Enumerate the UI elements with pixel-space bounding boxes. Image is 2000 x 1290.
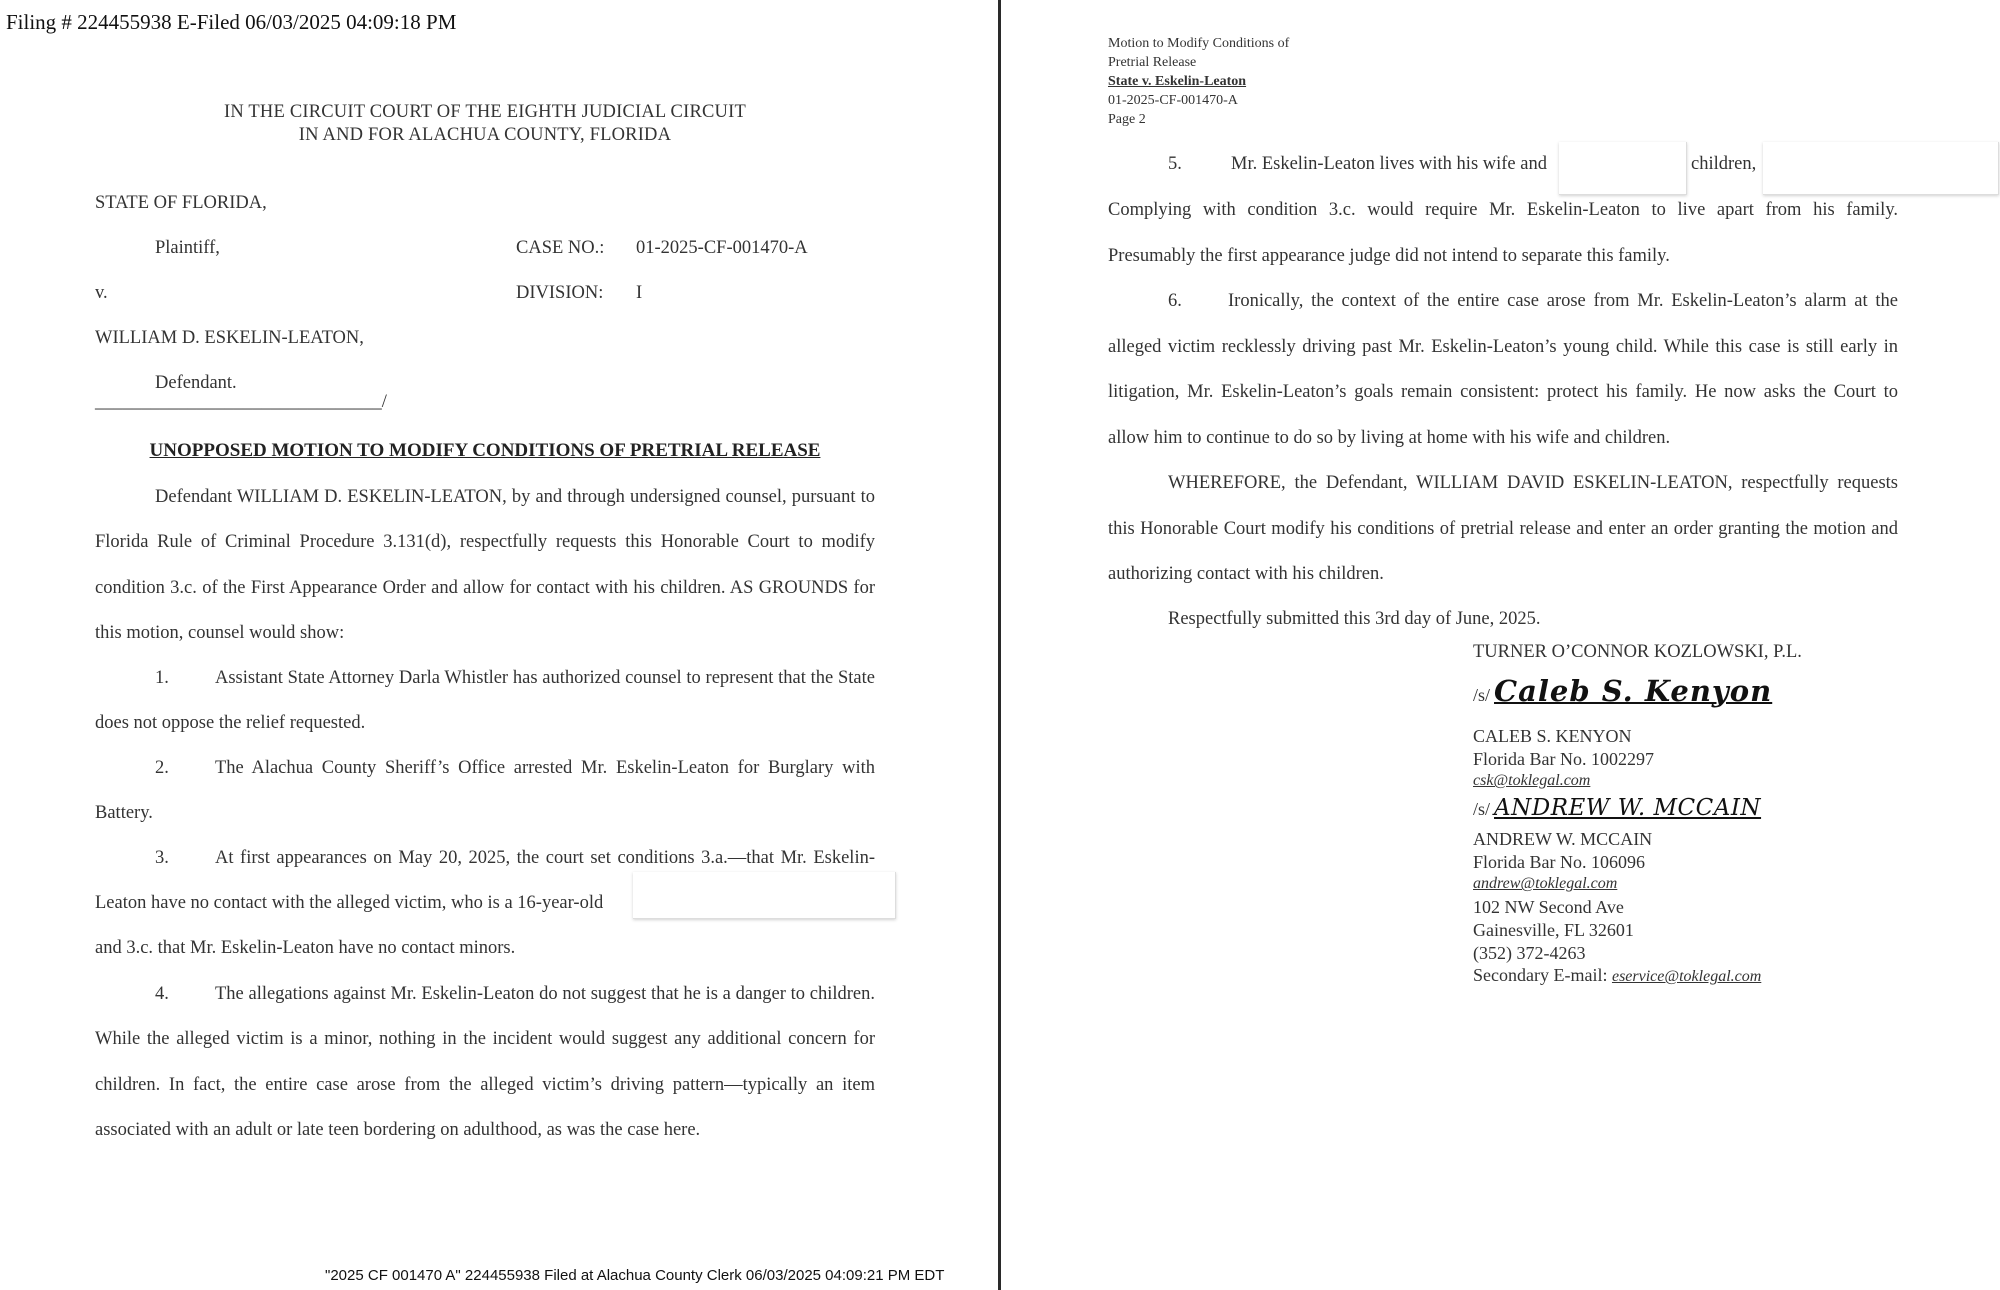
signature-block-1: CALEB S. KENYON Florida Bar No. 1002297 csk@toklegal.com (1473, 725, 1654, 793)
paragraph-2: 2. The Alachua County Sheriff’s Office arrested Mr. Eskelin-Leaton for Burglary with Battery. (95, 758, 875, 824)
plaintiff-role: Plaintiff, (155, 238, 220, 258)
paragraph-5: Complying with condition 3.c. would require Mr. Eskelin-Leaton to live apart from his family. Presumably the first appearance judge did not intend to separate this family. (1108, 200, 1898, 266)
law-firm: TURNER O’CONNOR KOZLOWSKI, P.L. (1473, 642, 1802, 662)
clerk-stamp: "2025 CF 001470 A" 224455938 Filed at Alachua County Clerk 06/03/2025 04:09:21 PM EDT (325, 1267, 945, 1284)
paragraph-3-continued: and 3.c. that Mr. Eskelin-Leaton have no contact minors. (95, 938, 516, 958)
signature-2: /s/ ANDREW W. MCCAIN (1473, 795, 1762, 821)
versus: v. (95, 283, 108, 303)
submitted-line: Respectfully submitted this 3rd day of June, 2025. (1168, 609, 1541, 629)
signature-block-2: ANDREW W. MCCAIN Florida Bar No. 106096 andrew@toklegal.com 102 NW Second Ave Gainesville, FL 32601 (352) 372-4263 Secondary E-mail: eservice@toklegal.com (1473, 829, 1762, 986)
case-no-label: CASE NO.: (516, 238, 605, 258)
secondary-email-link[interactable]: eservice@toklegal.com (1611, 968, 1762, 986)
division: I (636, 283, 643, 303)
email-link[interactable]: csk@toklegal.com (1473, 772, 1591, 790)
court-heading-line2: IN AND FOR ALACHUA COUNTY, FLORIDA (298, 125, 672, 145)
wherefore-paragraph: WHEREFORE, the Defendant, WILLIAM DAVID ESKELIN-LEATON, respectfully requests this Honorable Court modify his conditions of pretrial release and enter an order granting the motion and authorizing contact with his children. (1108, 473, 1898, 584)
signature-1: /s/ Caleb S. Kenyon (1473, 674, 1773, 708)
page-header: Motion to Modify Conditions of Pretrial Release State v. Eskelin-Leaton 01-2025-CF-001470-A Page 2 (1108, 36, 1290, 127)
redaction-box (633, 872, 896, 919)
paragraph-5-start: Mr. Eskelin-Leaton lives with his wife and (1231, 154, 1547, 174)
defendant-name: WILLIAM D. ESKELIN-LEATON, (95, 328, 364, 348)
page-1 (0, 0, 998, 1290)
motion-title: UNOPPOSED MOTION TO MODIFY CONDITIONS OF PRETRIAL RELEASE (149, 440, 821, 461)
case-no: 01-2025-CF-001470-A (636, 238, 808, 258)
defendant-role: Defendant. (155, 373, 237, 393)
intro-paragraph: Defendant WILLIAM D. ESKELIN-LEATON, by and through undersigned counsel, pursuant to Florida Rule of Criminal Procedure 3.131(d), respectfully requests this Honorable Court to modify condition 3.c. of the First Appearance Order and allow for contact with his children. AS GROUNDS for this motion, counsel would show: (95, 487, 875, 643)
paragraph-5-children: children, (1691, 154, 1757, 174)
paragraph-3: 3. At first appearances on May 20, 2025, the court set conditions 3.a.—that Mr. Eskelin-Leaton have no contact with the alleged victim, who is a 16-year-old (95, 848, 875, 914)
court-heading-line1: IN THE CIRCUIT COURT OF THE EIGHTH JUDICIAL CIRCUIT (224, 102, 746, 122)
signature-1-script: Caleb S. Kenyon (1494, 674, 1773, 708)
paragraph-6: 6. Ironically, the context of the entire case arose from Mr. Eskelin-Leaton’s alarm at the alleged victim recklessly driving past Mr. Eskelin-Leaton’s young child. While this case is still early in litigation, Mr. Eskelin-Leaton’s goals remain consistent: protect his family. He now asks the Court to allow him to continue to do so by living at home with his wife and children. (1108, 291, 1898, 448)
signature-2-script: ANDREW W. MCCAIN (1494, 795, 1762, 821)
filing-stamp: Filing # 224455938 E-Filed 06/03/2025 04:09:18 PM (6, 10, 457, 34)
caption-line: _______________________________/ (95, 392, 387, 412)
paragraph-5-number: 5. (1168, 154, 1182, 174)
division-label: DIVISION: (516, 283, 604, 303)
page-divider (998, 0, 1001, 1290)
paragraph-1: 1. Assistant State Attorney Darla Whistler has authorized counsel to represent that the State does not oppose the relief requested. (95, 668, 875, 734)
email-link[interactable]: andrew@toklegal.com (1473, 875, 1618, 893)
paragraph-4: 4. The allegations against Mr. Eskelin-Leaton do not suggest that he is a danger to children. While the alleged victim is a minor, nothing in the incident would suggest any additional concern for children. In fact, the entire case arose from the alleged victim’s driving pattern—typically an item associated with an adult or late teen bordering on adulthood, as was the case here. (95, 984, 875, 1140)
page-2 (1002, 0, 2000, 1290)
plaintiff-name: STATE OF FLORIDA, (95, 193, 267, 213)
